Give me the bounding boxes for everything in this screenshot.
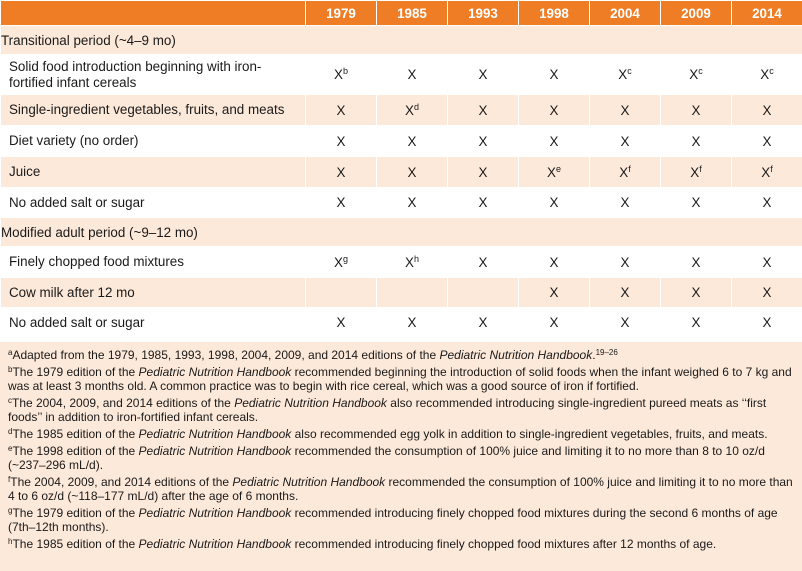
footnote-text: The 1979 edition of the — [12, 506, 139, 520]
recommendation-cell — [732, 95, 802, 126]
recommendation-mark: X — [762, 285, 772, 300]
recommendation-cell — [661, 278, 732, 308]
footnote-text: The 1998 edition of the — [12, 444, 139, 458]
recommendation-cell — [448, 55, 519, 95]
row-label: Finely chopped food mixtures — [1, 247, 306, 278]
recommendation-mark: X — [620, 133, 630, 149]
recommendation-cell — [590, 95, 661, 126]
footnote-d — [8, 427, 794, 441]
footnote-text: The 2004, 2009, and 2014 editions of the — [12, 396, 235, 410]
recommendation-cell — [661, 157, 732, 188]
recommendation-cell — [590, 308, 661, 338]
recommendation-cell — [661, 188, 732, 218]
footnote-e — [8, 444, 794, 472]
section-header-row — [1, 26, 802, 55]
recommendation-cell — [448, 308, 519, 338]
recommendation-cell — [306, 247, 377, 278]
table-row — [1, 157, 802, 188]
recommendation-mark: X — [762, 195, 772, 210]
recommendation-mark: X — [334, 254, 343, 270]
recommendation-cell — [377, 308, 448, 338]
recommendation-cell — [590, 126, 661, 157]
row-label: Single-ingredient vegetables, fruits, and meats — [1, 95, 306, 126]
recommendation-mark: X — [691, 195, 701, 210]
footnote-b — [8, 365, 794, 393]
recommendation-cell — [732, 126, 802, 157]
recommendation-cell — [519, 188, 590, 218]
recommendation-mark: X — [620, 195, 630, 210]
footnote-marker: f — [770, 163, 773, 174]
recommendation-mark: X — [549, 67, 559, 82]
recommendation-cell — [519, 247, 590, 278]
footnote-text: also recommended egg yolk in addition to single-ingredient vegetables, fruits, and meats. — [291, 427, 768, 441]
recommendation-cell — [732, 157, 802, 188]
row-label: Cow milk after 12 mo — [1, 278, 306, 308]
footnote-marker: c — [769, 66, 774, 76]
recommendation-cell — [306, 55, 377, 95]
recommendation-mark: X — [405, 102, 414, 118]
recommendation-cell — [519, 278, 590, 308]
footnote-a — [8, 348, 794, 362]
footnote-text: Adapted from the 1979, 1985, 1993, 1998, 2004, 2009, and 2014 editions of the — [12, 348, 440, 362]
empty-cell — [306, 278, 377, 308]
recommendation-mark: X — [691, 254, 701, 270]
recommendation-cell — [590, 278, 661, 308]
table-row — [1, 308, 802, 338]
recommendation-mark: X — [761, 164, 771, 180]
footnote-text: The 1985 edition of the — [12, 427, 139, 441]
recommendation-mark: X — [478, 195, 488, 210]
table-row — [1, 95, 802, 126]
recommendation-mark: X — [691, 133, 701, 149]
table-row — [1, 188, 802, 218]
footnotes — [0, 342, 802, 571]
footnote-mark: c — [8, 396, 12, 405]
book-title: Pediatric Nutrition Handbook — [138, 427, 292, 441]
footnote-text: recommended beginning the introduction of solid foods when the infant weighed 6 to 7 kg and was at least 3 months old. A common practice was to begin with rice cereal, which was a good source of iron if fortified. — [8, 365, 792, 393]
footnote-marker: d — [413, 101, 419, 112]
reference-citation: 19–26 — [595, 348, 618, 357]
recommendation-mark: X — [336, 102, 346, 118]
table-row — [1, 126, 802, 157]
footnote-text: recommended introducing finely chopped food mixtures after 12 months of age. — [291, 537, 717, 551]
book-title: Pediatric Nutrition Handbook — [234, 396, 387, 410]
footnote-marker: c — [627, 66, 632, 76]
recommendation-mark: X — [407, 133, 417, 149]
recommendation-mark: X — [762, 254, 772, 270]
footnote-text: recommended introducing finely chopped food mixtures during the second 6 months of age (7th–12th months). — [8, 506, 778, 534]
footnote-marker: g — [342, 253, 348, 264]
recommendation-cell — [732, 278, 802, 308]
recommendation-cell — [661, 247, 732, 278]
recommendation-mark: X — [478, 164, 488, 180]
recommendation-cell — [519, 157, 590, 188]
book-title: Pediatric Nutrition Handbook — [138, 365, 292, 379]
footnote-marker: c — [698, 66, 703, 76]
recommendation-mark: X — [478, 254, 488, 270]
recommendation-mark: X — [691, 285, 701, 300]
recommendation-mark: X — [478, 102, 488, 118]
year-header-1985: 1985 — [377, 1, 448, 26]
recommendation-mark: X — [762, 315, 772, 330]
recommendation-mark: X — [618, 67, 628, 82]
recommendation-mark: X — [405, 254, 414, 270]
recommendation-cell — [661, 95, 732, 126]
footnote-marker: h — [413, 253, 419, 264]
footnote-text: recommended the consumption of 100% juice and limiting it to no more than 4 to 6 oz/d (~118–177 mL/d) after the age of 6 months. — [8, 475, 793, 503]
book-title: Pediatric Nutrition Handbook — [138, 537, 292, 551]
recommendation-cell — [519, 95, 590, 126]
recommendation-cell — [377, 95, 448, 126]
recommendation-mark: X — [620, 285, 630, 300]
footnote-mark: g — [8, 506, 13, 515]
row-label: Juice — [1, 157, 306, 188]
footnote-text: The 1985 edition of the — [12, 537, 139, 551]
recommendation-cell — [306, 95, 377, 126]
recommendation-mark: X — [549, 315, 559, 330]
recommendation-cell — [732, 188, 802, 218]
recommendation-mark: X — [336, 195, 346, 210]
recommendation-mark: X — [407, 164, 417, 180]
empty-cell — [377, 278, 448, 308]
recommendation-mark: X — [407, 315, 417, 330]
footnote-c — [8, 396, 794, 424]
year-header-1979: 1979 — [306, 1, 377, 26]
recommendation-mark: X — [691, 315, 701, 330]
recommendation-cell — [377, 55, 448, 95]
recommendation-cell — [448, 188, 519, 218]
recommendation-mark: X — [689, 67, 699, 82]
recommendation-cell — [306, 157, 377, 188]
footnote-text: recommended the consumption of 100% juice and limiting it to no more than 8 to 10 oz/d (~237–296 mL/d). — [8, 444, 765, 472]
recommendation-cell — [519, 55, 590, 95]
year-header-2004: 2004 — [590, 1, 661, 26]
recommendation-mark: X — [762, 133, 772, 149]
recommendation-mark: X — [336, 164, 346, 180]
footnote-marker: f — [628, 163, 631, 174]
recommendation-cell — [448, 157, 519, 188]
row-label: Diet variety (no order) — [1, 126, 306, 157]
book-title: Pediatric Nutrition Handbook — [232, 475, 386, 489]
year-header-1998: 1998 — [519, 1, 590, 26]
book-title: Pediatric Nutrition Handbook — [138, 506, 292, 520]
year-header-1993: 1993 — [448, 1, 519, 26]
recommendation-cell — [377, 126, 448, 157]
recommendation-cell — [306, 126, 377, 157]
table-row — [1, 247, 802, 278]
recommendation-cell — [306, 188, 377, 218]
recommendation-mark: X — [549, 254, 559, 270]
recommendation-cell — [377, 247, 448, 278]
recommendation-cell — [661, 126, 732, 157]
recommendation-mark: X — [760, 67, 770, 82]
book-title: Pediatric Nutrition Handbook — [439, 348, 593, 362]
section-header-row — [1, 218, 802, 247]
recommendation-mark: X — [549, 195, 559, 210]
recommendation-mark: X — [336, 315, 346, 330]
recommendation-mark: X — [691, 102, 701, 118]
footnote-text: . — [592, 348, 596, 362]
recommendation-mark: X — [478, 133, 488, 149]
recommendation-cell — [519, 308, 590, 338]
table-row — [1, 55, 802, 95]
footnote-text: The 2004, 2009, and 2014 editions of the — [10, 475, 233, 489]
recommendation-mark: X — [690, 164, 700, 180]
footnote-mark: a — [8, 348, 13, 357]
recommendation-cell — [732, 247, 802, 278]
footnote-f — [8, 475, 794, 503]
row-label: No added salt or sugar — [1, 188, 306, 218]
recommendation-mark: X — [336, 133, 346, 149]
footnote-mark: e — [8, 444, 13, 453]
recommendation-cell — [661, 55, 732, 95]
recommendation-mark: X — [407, 195, 417, 210]
footnote-text: The 1979 edition of the — [12, 365, 139, 379]
footnote-mark: d — [8, 427, 13, 436]
recommendation-mark: X — [762, 102, 772, 118]
recommendation-mark: X — [549, 133, 559, 149]
footnote-marker: b — [342, 66, 348, 76]
row-label: Solid food introduction beginning with iron-fortified infant cereals — [1, 55, 306, 95]
footnote-g — [8, 506, 794, 534]
recommendation-mark: X — [334, 67, 343, 82]
recommendation-cell — [590, 157, 661, 188]
recommendation-cell — [590, 247, 661, 278]
recommendation-cell — [306, 308, 377, 338]
recommendation-mark: X — [620, 254, 630, 270]
recommendation-cell — [377, 188, 448, 218]
recommendation-mark: X — [549, 285, 559, 300]
recommendation-cell — [377, 157, 448, 188]
footnote-marker: e — [555, 163, 561, 174]
recommendation-mark: X — [478, 315, 488, 330]
recommendation-mark: X — [619, 164, 629, 180]
header-row — [1, 1, 802, 26]
recommendation-mark: X — [547, 164, 556, 180]
recommendation-cell — [519, 126, 590, 157]
table-row — [1, 278, 802, 308]
recommendation-cell — [732, 308, 802, 338]
recommendation-cell — [590, 55, 661, 95]
recommendation-mark: X — [407, 67, 417, 82]
footnote-mark: h — [8, 537, 13, 546]
book-title: Pediatric Nutrition Handbook — [138, 444, 292, 458]
recommendation-cell — [448, 247, 519, 278]
table-body — [1, 26, 802, 338]
recommendation-mark: X — [620, 102, 630, 118]
recommendation-cell — [448, 126, 519, 157]
header-blank-cell — [1, 1, 306, 26]
row-label: No added salt or sugar — [1, 308, 306, 338]
footnote-mark: b — [8, 365, 13, 374]
recommendation-mark: X — [478, 67, 488, 82]
recommendation-cell — [590, 188, 661, 218]
recommendation-cell — [448, 95, 519, 126]
footnote-marker: f — [699, 163, 702, 174]
recommendation-mark: X — [620, 315, 630, 330]
year-header-2009: 2009 — [661, 1, 732, 26]
footnote-text: also recommended introducing single-ingredient pureed meats as ‘‘first foods’’ in addition to iron-fortified infant cereals. — [8, 396, 767, 424]
section-title: Transitional period (~4–9 mo) — [1, 26, 802, 55]
section-title: Modified adult period (~9–12 mo) — [1, 218, 802, 247]
recommendation-cell — [732, 55, 802, 95]
recommendation-mark: X — [549, 102, 559, 118]
footnote-mark: f — [8, 475, 11, 484]
recommendation-cell — [661, 308, 732, 338]
empty-cell — [448, 278, 519, 308]
year-header-2014: 2014 — [732, 1, 802, 26]
footnote-h — [8, 537, 794, 551]
